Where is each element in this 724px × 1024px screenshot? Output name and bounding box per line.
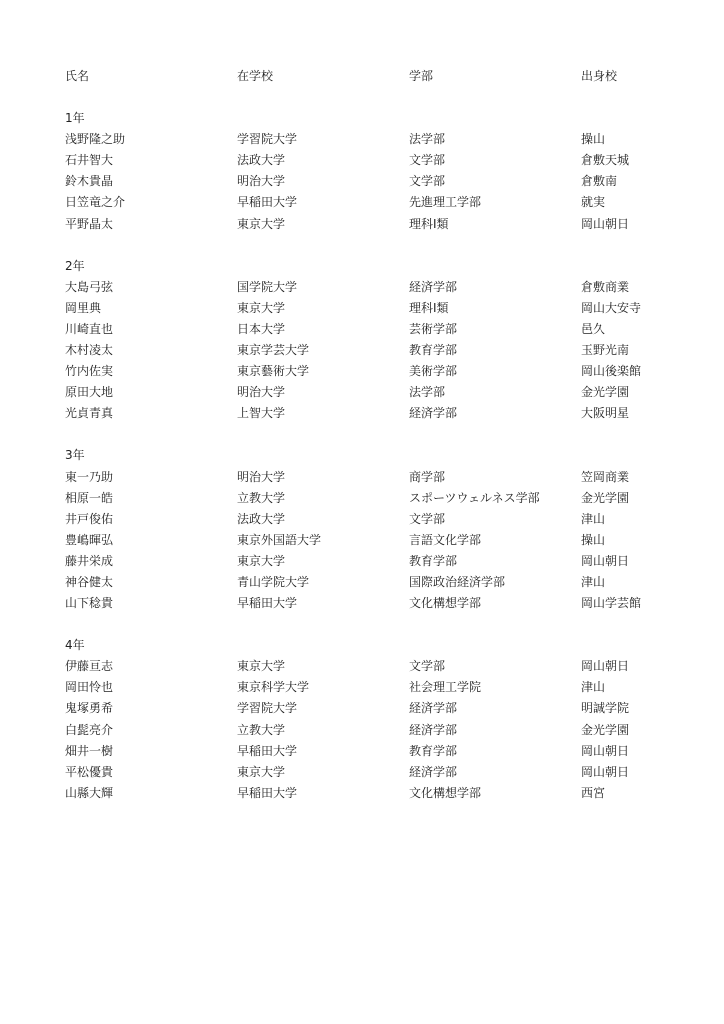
cell-name: 東一乃助	[65, 469, 114, 484]
year-groups	[65, 108, 685, 804]
table-row	[65, 403, 685, 424]
cell-faculty: 先進理工学部	[409, 195, 482, 210]
cell-university: 早稲田大学	[237, 785, 298, 800]
cell-school: 邑久	[581, 321, 606, 336]
cell-university: 東京大学	[237, 553, 286, 568]
cell-faculty: 教育学部	[409, 553, 458, 568]
cell-name: 浅野隆之助	[65, 132, 126, 147]
cell-university: 日本大学	[237, 321, 286, 336]
cell-faculty: 法学部	[409, 132, 446, 147]
cell-university: 法政大学	[237, 511, 286, 526]
cell-school: 倉敷商業	[581, 279, 630, 294]
cell-faculty: 芸術学部	[409, 321, 458, 336]
table-row	[65, 214, 685, 235]
cell-name: 井戸俊佑	[65, 511, 114, 526]
cell-name: 畑井一樹	[65, 743, 114, 758]
header-faculty: 学部	[409, 69, 434, 83]
cell-school: 金光学園	[581, 385, 630, 400]
table-header	[65, 66, 685, 87]
cell-school: 操山	[581, 532, 606, 547]
cell-faculty: 文学部	[409, 511, 446, 526]
table-row	[65, 762, 685, 783]
year-heading: 4年	[65, 638, 85, 653]
cell-faculty: 教育学部	[409, 343, 458, 358]
cell-university: 青山学院大学	[237, 574, 310, 589]
cell-university: 早稲田大学	[237, 743, 298, 758]
table-row	[65, 783, 685, 804]
cell-faculty: 理科Ⅰ類	[409, 216, 449, 231]
cell-university: 明治大学	[237, 469, 286, 484]
cell-name: 藤井栄成	[65, 553, 114, 568]
table-row	[65, 530, 685, 551]
cell-faculty: 文学部	[409, 659, 446, 674]
year-heading: 2年	[65, 258, 85, 273]
cell-school: 岡山学芸館	[581, 596, 642, 611]
cell-name: 豊嶋暉弘	[65, 532, 114, 547]
table-row	[65, 677, 685, 698]
cell-faculty: 社会理工学院	[409, 680, 482, 695]
table-row	[65, 698, 685, 719]
table-row	[65, 593, 685, 614]
cell-name: 神谷健太	[65, 574, 114, 589]
cell-name: 鈴木貴晶	[65, 174, 114, 189]
cell-faculty: 教育学部	[409, 743, 458, 758]
cell-school: 倉敷南	[581, 174, 618, 189]
cell-school: 大阪明星	[581, 406, 630, 421]
cell-school: 玉野光南	[581, 343, 630, 358]
year-heading: 1年	[65, 111, 85, 126]
cell-school: 岡山後楽館	[581, 364, 642, 379]
cell-school: 岡山朝日	[581, 553, 630, 568]
cell-name: 平松優貴	[65, 764, 114, 779]
year-section	[65, 445, 685, 614]
cell-university: 学習院大学	[237, 132, 298, 147]
cell-university: 東京大学	[237, 764, 286, 779]
year-heading: 3年	[65, 448, 85, 463]
cell-university: 学習院大学	[237, 701, 298, 716]
table-row	[65, 741, 685, 762]
cell-school: 笠岡商業	[581, 469, 630, 484]
cell-university: 東京大学	[237, 216, 286, 231]
cell-school: 倉敷天城	[581, 153, 630, 168]
cell-name: 山下稔貴	[65, 596, 114, 611]
cell-faculty: 経済学部	[409, 722, 458, 737]
cell-university: 早稲田大学	[237, 596, 298, 611]
cell-university: 法政大学	[237, 153, 286, 168]
cell-university: 東京大学	[237, 300, 286, 315]
table-row	[65, 129, 685, 150]
cell-faculty: 理科Ⅰ類	[409, 300, 449, 315]
cell-faculty: 美術学部	[409, 364, 458, 379]
table-row	[65, 361, 685, 382]
cell-school: 金光学園	[581, 722, 630, 737]
cell-university: 東京外国語大学	[237, 532, 322, 547]
cell-name: 竹内佐実	[65, 364, 114, 379]
cell-university: 東京大学	[237, 659, 286, 674]
cell-name: 原田大地	[65, 385, 114, 400]
cell-school: 西宮	[581, 785, 606, 800]
cell-name: 大島弓弦	[65, 279, 114, 294]
cell-faculty: 文化構想学部	[409, 596, 482, 611]
cell-university: 上智大学	[237, 406, 286, 421]
cell-university: 立教大学	[237, 490, 286, 505]
cell-faculty: 法学部	[409, 385, 446, 400]
cell-school: 岡山朝日	[581, 659, 630, 674]
cell-faculty: 経済学部	[409, 406, 458, 421]
cell-school: 金光学園	[581, 490, 630, 505]
cell-university: 東京藝術大学	[237, 364, 310, 379]
cell-school: 岡山朝日	[581, 764, 630, 779]
table-row	[65, 298, 685, 319]
table-row	[65, 467, 685, 488]
cell-name: 山縣大輝	[65, 785, 114, 800]
table-row	[65, 572, 685, 593]
cell-faculty: 文学部	[409, 153, 446, 168]
cell-school: 津山	[581, 574, 606, 589]
cell-name: 相原一皓	[65, 490, 114, 505]
cell-faculty: 国際政治経済学部	[409, 574, 506, 589]
cell-name: 平野晶太	[65, 216, 114, 231]
cell-faculty: 経済学部	[409, 279, 458, 294]
table-row	[65, 720, 685, 741]
cell-school: 津山	[581, 680, 606, 695]
cell-faculty: 文学部	[409, 174, 446, 189]
year-section	[65, 635, 685, 804]
cell-faculty: スポーツウェルネス学部	[409, 490, 540, 505]
cell-name: 岡田怜也	[65, 680, 114, 695]
table-row	[65, 150, 685, 171]
cell-school: 津山	[581, 511, 606, 526]
table-row	[65, 488, 685, 509]
cell-university: 早稲田大学	[237, 195, 298, 210]
year-section	[65, 108, 685, 235]
cell-university: 明治大学	[237, 174, 286, 189]
header-school: 出身校	[581, 69, 618, 83]
table-row	[65, 319, 685, 340]
cell-university: 国学院大学	[237, 279, 298, 294]
cell-name: 日笠竜之介	[65, 195, 126, 210]
cell-faculty: 経済学部	[409, 701, 458, 716]
cell-name: 光貞青真	[65, 406, 114, 421]
table-row	[65, 382, 685, 403]
header-name: 氏名	[65, 69, 90, 83]
table-row	[65, 277, 685, 298]
cell-university: 東京学芸大学	[237, 343, 310, 358]
table-row	[65, 656, 685, 677]
table-row	[65, 171, 685, 192]
cell-faculty: 経済学部	[409, 764, 458, 779]
cell-name: 岡里典	[65, 300, 102, 315]
cell-school: 明誠学院	[581, 701, 630, 716]
table-row	[65, 340, 685, 361]
cell-university: 立教大学	[237, 722, 286, 737]
cell-name: 石井智大	[65, 153, 114, 168]
cell-school: 就実	[581, 195, 606, 210]
cell-name: 川崎直也	[65, 321, 114, 336]
header-university: 在学校	[237, 69, 274, 83]
table-row	[65, 551, 685, 572]
cell-faculty: 文化構想学部	[409, 785, 482, 800]
cell-school: 操山	[581, 132, 606, 147]
cell-university: 明治大学	[237, 385, 286, 400]
member-table	[65, 66, 685, 825]
cell-name: 白髭亮介	[65, 722, 114, 737]
cell-name: 鬼塚勇希	[65, 701, 114, 716]
table-row	[65, 192, 685, 213]
cell-school: 岡山朝日	[581, 216, 630, 231]
cell-name: 伊藤亘志	[65, 659, 114, 674]
year-section	[65, 256, 685, 425]
cell-school: 岡山朝日	[581, 743, 630, 758]
cell-university: 東京科学大学	[237, 680, 310, 695]
cell-faculty: 商学部	[409, 469, 446, 484]
table-row	[65, 509, 685, 530]
cell-name: 木村凌太	[65, 343, 114, 358]
cell-faculty: 言語文化学部	[409, 532, 482, 547]
cell-school: 岡山大安寺	[581, 300, 642, 315]
